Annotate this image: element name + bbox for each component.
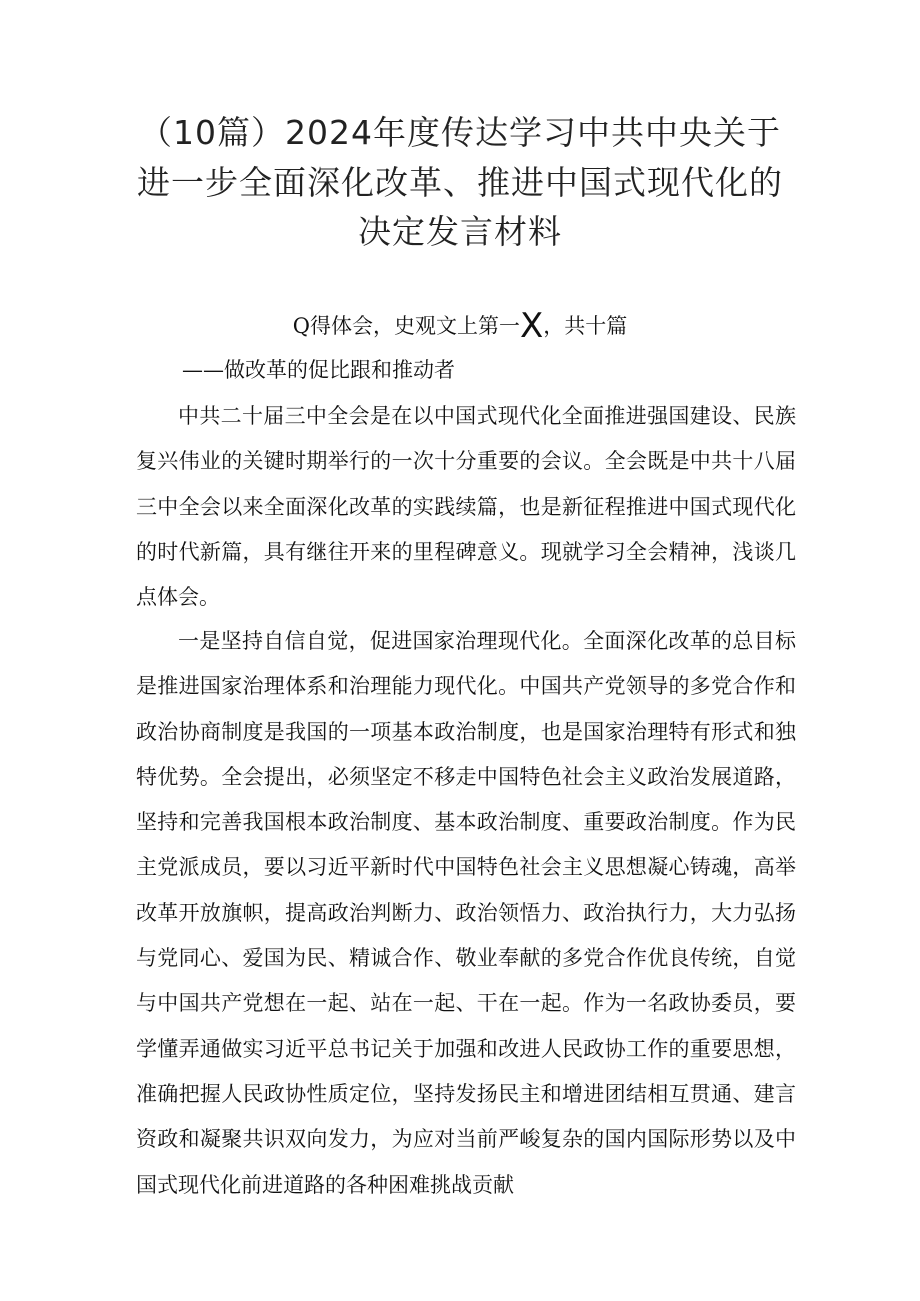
paragraph-point-one: 一是坚持自信自觉，促进国家治理现代化。全面深化改革的总目标是推进国家治理体系和治理能力现代化。中国共产党领导的多党合作和政治协商制度是我国的一项基本政治制度，也是国家治理特有形式和独特优势。全会提出，必须坚定不移走中国特色社会主义政治发展道路，坚持和完善我国根本政治制度、基本政治制度、重要政治制度。作为民主党派成员，要以习近平新时代中国特色社会主义思想凝心铸魂，高举改革开放旗帜，提高政治判断力、政治领悟力、政治执行力，大力弘扬与党同心、爱国为民、精诚合作、敬业奉献的多党合作优良传统，自觉与中国共产党想在一起、站在一起、干在一起。作为一名政协委员，要学懂弄通做实习近平总书记关于加强和改进人民政协工作的重要思想，准确把握人民政协性质定位，坚持发扬民主和增进团结相互贯通、建言资政和凝聚共识双向发力，为应对当前严峻复杂的国内国际形势以及中国式现代化前进道路的各种困难挑战贡献 <box>136 629 796 1197</box>
subtitle <box>180 306 740 346</box>
subtitle-after: ，共十篇 <box>543 314 628 338</box>
subtitle-before: Q得体会，史观文上第一 <box>292 314 520 338</box>
paragraph-intro: 中共二十届三中全会是在以中国式现代化全面推进强国建设、民族复兴伟业的关键时期举行的一次十分重要的会议。全会既是中共十八届三中全会以来全面深化改革的实践续篇，也是新征程推进中国式现代化的时代新篇，具有继往开来的里程碑意义。现就学习全会精神，浅谈几点体会。 <box>136 404 796 610</box>
section-heading: ——做改革的促比跟和推动者 <box>182 358 455 382</box>
subtitle-big-letter: X <box>519 306 544 346</box>
title-line-2: 进一步全面深化改革、推进中国式现代化的 <box>137 163 783 202</box>
title-line-1: （10篇）2024年度传达学习中共中央关于 <box>139 113 781 152</box>
title-line-3: 决定发言材料 <box>358 212 562 251</box>
